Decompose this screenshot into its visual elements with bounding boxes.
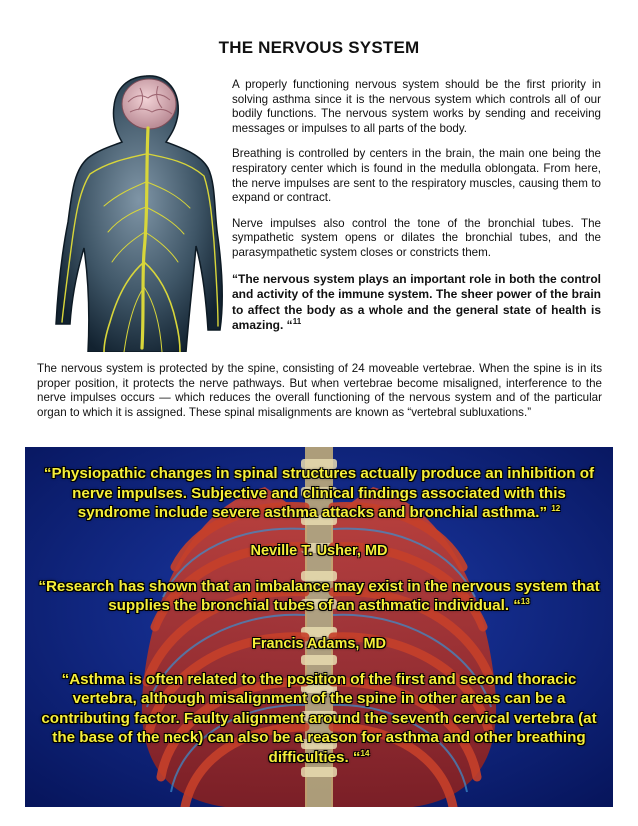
reference-number: 12 (551, 503, 561, 513)
panel-quote-3 (25, 670, 613, 768)
reference-number: 13 (520, 596, 530, 606)
reference-number: 14 (360, 748, 370, 758)
panel-quote-1 (25, 464, 613, 523)
panel-quote-text: “Asthma is often related to the position of the first and second thoracic vertebra, although misalignment of the spine in other areas can be a contributing factor. Faulty alignment around the seventh cervical vertebra (at the base of the neck) can also be a reason for asthma and other breathing difficulties. “ (41, 670, 597, 766)
immune-quote-text: “The nervous system plays an important role in both the control and activity of the immune system. The sheer power of the brain to affect the body as a whole and the general state of health is amazing. “ (232, 271, 601, 333)
intro-paragraph: A properly functioning nervous system should be the first priority in solving asthma since it is the nervous system which controls all of our bodily functions. The nervous system works by sending and receiving messages or impulses to all parts of the body. (232, 78, 601, 135)
quote-panel (25, 447, 613, 807)
panel-quote-text: “Physiopathic changes in spinal structures actually produce an inhibition of nerve impulses. Subjective and clinical findings associated with this syndrome include severe asthma attacks and bronchial asthma.” (43, 465, 595, 521)
spine-paragraph: The nervous system is protected by the spine, consisting of 24 moveable vertebrae. When the spine is in its proper position, it protects the nerve pathways. But when vertebrae become misaligned, interference to the nerve impulses occurs — which reduces the overall functioning of the nervous system and of the particular organ to which it is assigned. These spinal misalignments are known as “vertebral subluxations.” (37, 362, 602, 419)
reference-number: 11 (292, 317, 302, 327)
intro-text-column (232, 78, 601, 345)
panel-quote-author: Neville T. Usher, MD (250, 542, 388, 559)
nervous-system-figure (48, 62, 230, 352)
intro-paragraph: Breathing is controlled by centers in the brain, the main one being the respiratory center which is found in the medulla oblongata. From here, the nerve impulses are sent to the respiratory muscles, causing them to expand or contract. (232, 147, 601, 205)
panel-quote-author: Francis Adams, MD (251, 635, 387, 652)
page-title: THE NERVOUS SYSTEM (218, 38, 420, 57)
panel-quote-text: “Research has shown that an imbalance may exist in the nervous system that supplies the bronchial tubes of an asthmatic individual. “ (38, 577, 600, 614)
intro-paragraph: Nerve impulses also control the tone of the bronchial tubes. The sympathetic system opens or dilates the bronchial tubes, and the parasympathetic system closes or constricts them. (232, 216, 601, 259)
panel-quote-2 (25, 577, 613, 616)
panel-quotes (25, 447, 613, 767)
immune-quote (232, 272, 601, 334)
